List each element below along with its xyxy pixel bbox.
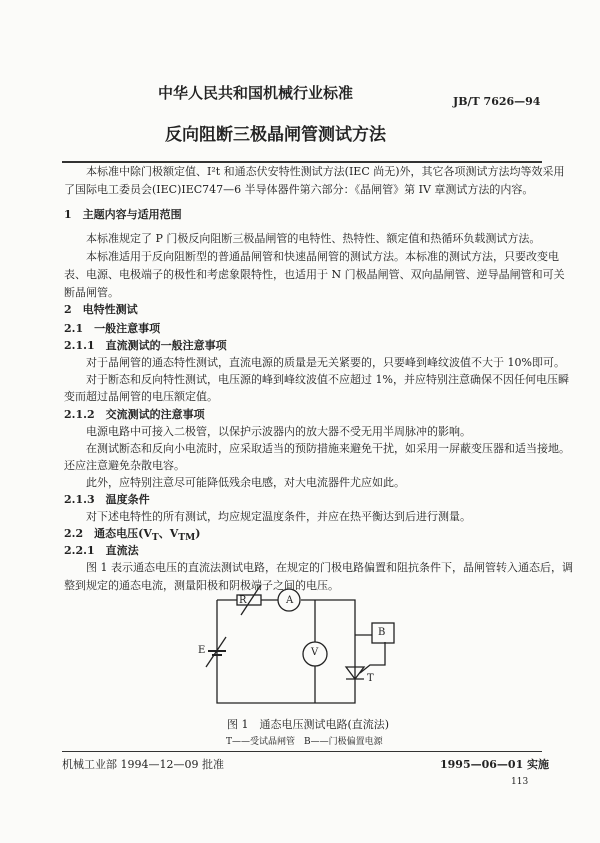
approval-date: 机械工业部 1994—12—09 批准 [62, 758, 224, 771]
section-heading: 2 电特性测试 [64, 303, 138, 316]
circuit-figure [200, 585, 420, 715]
paragraph-line: 断晶闸管。 [64, 286, 119, 299]
label-v: V [311, 647, 319, 658]
label-e: E [198, 645, 206, 656]
section-heading: 2.2 通态电压($V_T$、$V_{TM}$) [64, 527, 201, 544]
effective-date: 1995—06—01 实施 [440, 758, 550, 771]
paragraph-line: 对于晶闸管的通态特性测试，直流电源的质量是无关紧要的，只要峰到峰纹波值不大于 10%即可。 [86, 356, 565, 369]
section-heading: 2.2.1 直流法 [64, 544, 139, 557]
circuit-wires [217, 600, 355, 703]
figure-caption: 图 1 通态电压测试电路(直流法) [227, 718, 390, 731]
paragraph-line: 表、电源、电极端子的极性和考虑象限特性，也适用于 N 门极晶闸管、双向晶闸管、逆导晶闸管和可关 [64, 268, 565, 281]
standard-code: JB/T 7626—94 [453, 95, 541, 108]
label-b: B [378, 627, 386, 638]
label-r: R [239, 595, 247, 606]
section-heading: 2.1.1 直流测试的一般注意事项 [64, 339, 227, 352]
figure-legend: T——受试晶闸管 B——门极偏置电源 [226, 737, 383, 747]
paragraph-line: 本标准中除门极额定值、I²t 和通态伏安特性测试方法(IEC 尚无)外，其它各项测试方法均等效采用 [86, 165, 565, 178]
paragraph-line: 整到规定的通态电流，测量阳极和阴极端子之间的电压。 [64, 579, 339, 592]
paragraph-line: 图 1 表示通态电压的直流法测试电路，在规定的门极电路偏置和阻抗条件下，晶闸管转入通态后，调 [86, 561, 573, 574]
paragraph-line: 对下述电特性的所有测试，均应规定温度条件，并应在热平衡达到后进行测量。 [86, 510, 471, 523]
paragraph-line: 在测试断态和反向小电流时，应采取适当的预防措施来避免干扰，如采用一屏蔽变压器和适当接地。 [86, 442, 570, 455]
paragraph-line: 此外，应特别注意尽可能降低残余电感，对大电流器件尤应如此。 [86, 476, 405, 489]
paragraph-line: 本标准适用于反向阻断型的普通晶闸管和快速晶闸管的测试方法。本标准的测试方法，只要改变电 [86, 250, 559, 263]
paragraph-line: 还应注意避免杂散电容。 [64, 459, 185, 472]
issuing-body: 中华人民共和国机械行业标准 [158, 84, 354, 102]
paragraph-line: 了国际电工委员会(IEC)IEC747—6 半导体器件第六部分：《晶闸管》第 IV 章测试方法的内容。 [64, 183, 534, 196]
label-t: T [367, 673, 374, 684]
paragraph-line: 电源电路中可接入二极管，以保护示波器内的放大器不受无用半周脉冲的影响。 [86, 425, 471, 438]
paragraph-line: 对于断态和反向特性测试，电压源的峰到峰纹波值不应超过 1%，并应特别注意确保不因任何电压瞬 [86, 373, 569, 386]
section-heading: 2.1.3 温度条件 [64, 493, 150, 506]
header-rule [62, 161, 542, 163]
section-heading: 2.1.2 交流测试的注意事项 [64, 408, 205, 421]
label-a: A [286, 595, 294, 606]
document-title: 反向阻断三极晶闸管测试方法 [165, 125, 386, 145]
page-number: 113 [511, 777, 529, 787]
paragraph-line: 本标准规定了 P 门极反向阻断三极晶闸管的电特性、热特性、额定值和热循环负载测试方法。 [86, 232, 541, 245]
section-heading: 1 主题内容与适用范围 [64, 208, 182, 221]
paragraph-line: 变而超过晶闸管的电压额定值。 [64, 390, 218, 403]
footer-rule [62, 751, 542, 752]
section-heading: 2.1 一般注意事项 [64, 322, 161, 335]
